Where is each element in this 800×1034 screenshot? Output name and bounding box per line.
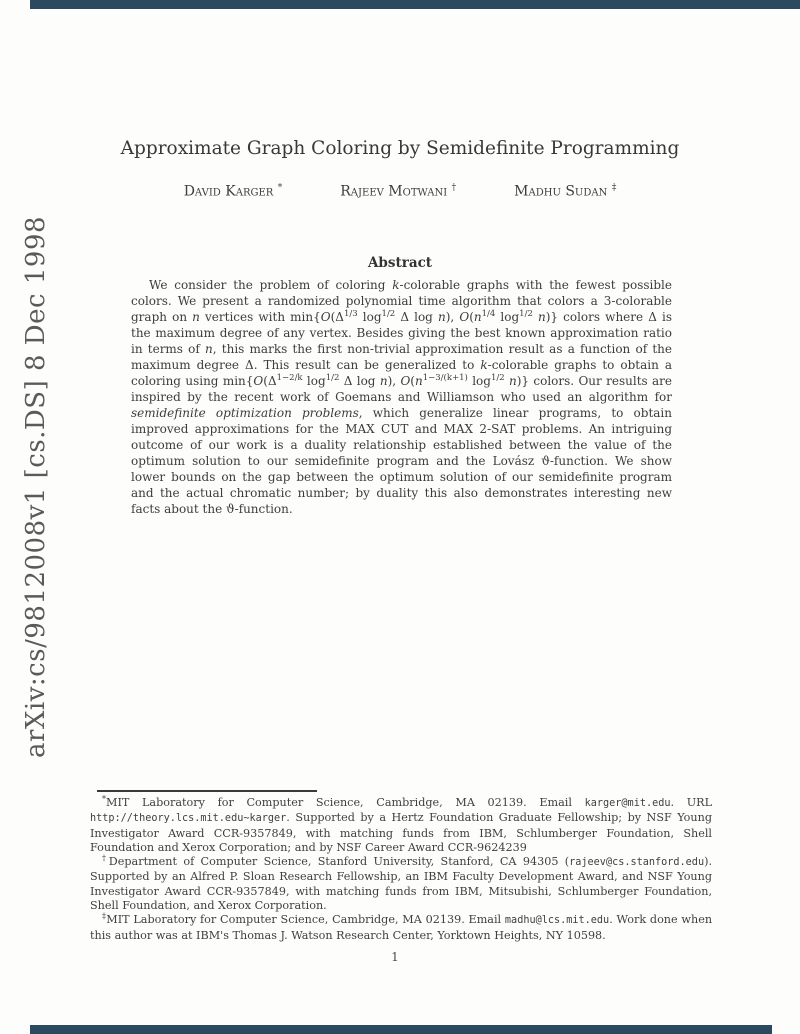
- scan-edge-artifact-bottom: [30, 1025, 772, 1034]
- author-name-text: Rajeev Motwani: [340, 183, 448, 200]
- paper-title: Approximate Graph Coloring by Semidefinite Programming: [120, 138, 680, 159]
- scan-edge-artifact-top: [30, 0, 800, 9]
- page-number: 1: [391, 950, 399, 964]
- author-footnote-marker: ‡: [611, 183, 617, 193]
- footnote-separator-rule: [97, 790, 317, 792]
- author-footnote-marker: *: [277, 183, 283, 193]
- arxiv-identifier-watermark: arXiv:cs/9812008v1 [cs.DS] 8 Dec 1998: [21, 215, 51, 759]
- footnote-sudan: ‡MIT Laboratory for Computer Science, Cambridge, MA 02139. Email madhu@lcs.mit.edu. Work done when this author was at IBM's Thomas J. Watson Research Center, Yorktown Heights, NY 10598.: [90, 911, 713, 942]
- author-footnote-marker: †: [451, 183, 457, 193]
- abstract-heading: Abstract: [367, 255, 433, 271]
- author-name-text: David Karger: [183, 183, 274, 200]
- author-name: [184, 183, 283, 200]
- footnote-karger: *MIT Laboratory for Computer Science, Cambridge, MA 02139. Email karger@mit.edu. URL http://theory.lcs.mit.edu~karger. Supported by a Hertz Foundation Graduate Fellowship; by NSF Young Investigator Award CCR-9357849, with matching funds from IBM, Schlumberger Foundation, Shell Foundation and Xerox Corporation; and by NSF Career Award CCR-9624239: [90, 794, 712, 854]
- footnotes-block: [90, 796, 712, 943]
- footnote-motwani: †Department of Computer Science, Stanford University, Stanford, CA 94305 (rajeev@cs.stanford.edu). Supported by an Alfred P. Sloan Research Fellowship, an IBM Faculty Development Award, and NSF Young Investigator Award CCR-9357849, with matching funds from IBM, Mitsubishi, Schlumberger Foundation, Shell Foundation, and Xerox Corporation.: [90, 853, 712, 913]
- author-name-text: Madhu Sudan: [514, 183, 608, 200]
- author-line: [0, 183, 800, 200]
- author-name: [514, 183, 616, 200]
- author-name: [340, 183, 456, 200]
- abstract-text: We consider the problem of coloring k-colorable graphs with the fewest possible colors. We present a randomized polynomial time algorithm that colors a 3-colorable graph on n vertices with $\min\{O(\Delta^{1/3}$ $\log^{1/2} \Delta$ log n), $O(n^{1/4}$ $\log^{1/2} n$)} colors where Δ is the maximum degree of any vertex. Besides giving the best known approximation ratio in terms of n, this marks the first non-trivial approximation result as a function of the maximum degree Δ. This result can be generalized to k-colorable graphs to obtain a coloring using $\min\{O(\Delta^{1-2/k}$ $\log^{1/2} \Delta$ log n), $O(n^{1-3/(k+1)}$ $\log^{1/2} n$)} colors. Our results are inspired by the recent work of Goemans and Williamson who used an algorithm for semidefinite optimization problems, which generalize linear programs, to obtain improved approximations for the MAX CUT and MAX 2-SAT problems. An intriguing outcome of our work is a duality relationship established between the value of the optimum solution to our semidefinite program and the Lovász ϑ-function. We show lower bounds on the gap between the optimum solution of our semidefinite program and the actual chromatic number; by duality this also demonstrates interesting new facts about the ϑ-function.: [131, 278, 673, 516]
